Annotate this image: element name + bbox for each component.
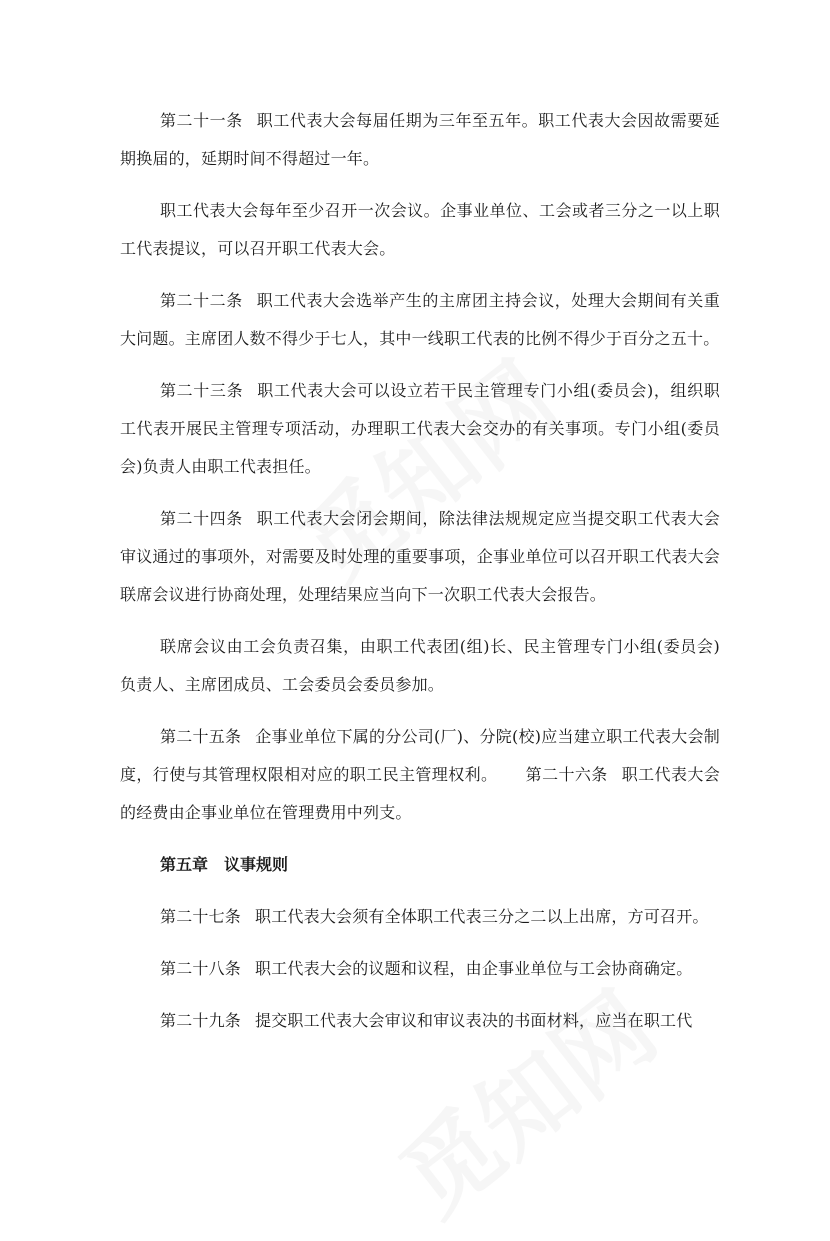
article-text: 职工代表大会选举产生的主席团主持会议，处理大会期间有关重大问题。主席团人数不得少于七人，其中一线职工代表的比例不得少于百分之五十。 xyxy=(120,291,720,348)
article-text: 企事业单位下属的分公司(厂)、分院(校)应当建立职工代表大会制度，行使与其管理权限相对应的职工民主管理权利。 xyxy=(120,727,720,784)
paragraph-article-23 xyxy=(120,372,720,486)
paragraph-article-21 xyxy=(120,102,720,178)
paragraph-article-22 xyxy=(120,282,720,358)
paragraph-article-28 xyxy=(120,950,720,988)
article-number: 第二十四条 xyxy=(160,509,243,528)
document-body xyxy=(120,102,720,1054)
article-number: 第二十五条 xyxy=(160,727,242,746)
article-number: 第二十三条 xyxy=(160,381,244,400)
paragraph xyxy=(120,628,720,704)
paragraph xyxy=(120,192,720,268)
paragraph-article-25 xyxy=(120,718,720,832)
article-text: 职工代表大会的议题和议程，由企事业单位与工会协商确定。 xyxy=(255,959,693,978)
paragraph-article-27 xyxy=(120,898,720,936)
article-number: 第二十九条 xyxy=(160,1011,242,1030)
article-text: 职工代表大会每届任期为三年至五年。职工代表大会因故需要延期换届的，延期时间不得超过一年。 xyxy=(120,111,720,168)
paragraph-article-24 xyxy=(120,500,720,614)
article-number: 第二十七条 xyxy=(160,907,242,926)
article-number: 第二十二条 xyxy=(160,291,243,310)
article-number: 第二十八条 xyxy=(160,959,242,978)
article-text: 职工代表大会的经费由企事业单位在管理费用中列支。 xyxy=(120,765,720,822)
paragraph-text: 联席会议由工会负责召集，由职工代表团(组)长、民主管理专门小组(委员会)负责人、主席团成员、工会委员会委员参加。 xyxy=(120,637,720,694)
paragraph-article-29 xyxy=(120,1002,720,1040)
article-text: 职工代表大会闭会期间，除法律法规规定应当提交职工代表大会审议通过的事项外，对需要及时处理的重要事项，企事业单位可以召开职工代表大会联席会议进行协商处理，处理结果应当向下一次职工代表大会报告。 xyxy=(120,509,720,604)
chapter-heading: 第五章 议事规则 xyxy=(160,855,289,874)
article-text: 职工代表大会须有全体职工代表三分之二以上出席，方可召开。 xyxy=(255,907,709,926)
article-number: 第二十一条 xyxy=(160,111,243,130)
paragraph-text: 职工代表大会每年至少召开一次会议。企事业单位、工会或者三分之一以上职工代表提议，可以召开职工代表大会。 xyxy=(120,201,720,258)
article-number: 第二十六条 xyxy=(525,765,608,784)
article-text: 职工代表大会可以设立若干民主管理专门小组(委员会)，组织职工代表开展民主管理专项活动，办理职工代表大会交办的有关事项。专门小组(委员会)负责人由职工代表担任。 xyxy=(120,381,720,476)
article-text: 提交职工代表大会审议和审议表决的书面材料，应当在职工代 xyxy=(255,1011,693,1030)
